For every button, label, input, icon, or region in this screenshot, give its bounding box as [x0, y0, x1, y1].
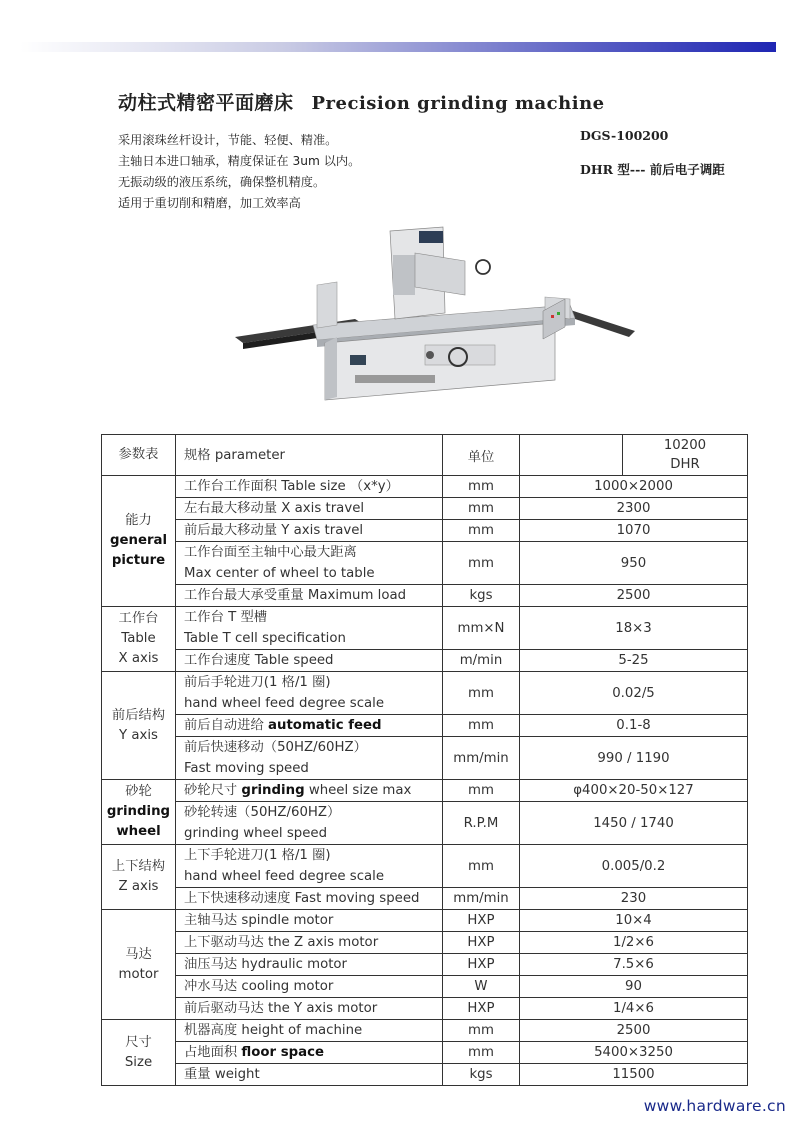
table-row [102, 650, 748, 672]
row-desc-cn: 工作台 T 型槽 [184, 610, 268, 625]
row-value: 11500 [520, 1064, 748, 1086]
row-desc: 油压马达 hydraulic motor [176, 954, 443, 976]
row-desc [176, 672, 443, 715]
group-label: 上下结构 [111, 859, 166, 874]
row-desc-en: Max center of wheel to table [184, 566, 375, 581]
row-value: 0.1-8 [520, 715, 748, 737]
row-unit: mm [443, 498, 520, 520]
table-header-row [102, 435, 748, 476]
group-capacity [102, 476, 176, 607]
feature-item: 采用滚珠丝杆设计，节能、轻便、精准。 [118, 133, 338, 147]
group-label: 前后结构 [111, 707, 166, 723]
row-value: 5400×3250 [520, 1042, 748, 1064]
group-label: Size [124, 1054, 153, 1070]
group-label: 砂轮 [125, 784, 152, 799]
header-spec: 规格 parameter [176, 435, 443, 476]
row-value: 2500 [520, 585, 748, 607]
model-variant: DHR 型--- 前后电子调距 [580, 162, 725, 177]
row-unit: mm [443, 715, 520, 737]
group-label: 马达 [125, 946, 152, 962]
table-row [102, 910, 748, 932]
row-desc-en: Table T cell specification [184, 631, 346, 646]
group-label: 工作台 [118, 611, 159, 626]
table-row [102, 976, 748, 998]
row-desc: 重量 weight [176, 1064, 443, 1086]
row-value: 0.005/0.2 [520, 845, 748, 888]
header-unit: 单位 [443, 435, 520, 476]
row-desc: 工作台最大承受重量 Maximum load [176, 585, 443, 607]
group-label: 尺寸 [125, 1034, 152, 1050]
row-desc-en: grinding wheel speed [184, 826, 328, 841]
page-title [118, 88, 605, 115]
row-desc-bold: grinding [241, 783, 305, 798]
header-gradient-bar [20, 42, 776, 52]
row-desc [176, 1042, 443, 1064]
title-english: Precision grinding machine [311, 93, 605, 114]
row-unit: mm [443, 476, 520, 498]
group-label: 能力 [125, 513, 152, 528]
header-model-line1: 10200 [663, 438, 707, 453]
row-unit: mm×N [443, 607, 520, 650]
row-unit: HXP [443, 954, 520, 976]
row-desc [176, 802, 443, 845]
model-number: DGS-100200 [580, 128, 669, 143]
group-label: picture [111, 553, 166, 568]
row-value: 950 [520, 542, 748, 585]
row-unit: HXP [443, 910, 520, 932]
row-desc: 工作台速度 Table speed [176, 650, 443, 672]
spec-table [101, 434, 748, 1086]
row-unit: HXP [443, 998, 520, 1020]
row-desc-cn: 上下手轮进刀(1 格/1 圈) [184, 848, 331, 863]
row-desc-cn: 砂轮转速（50HZ/60HZ） [184, 805, 341, 820]
row-value: 18×3 [520, 607, 748, 650]
row-unit: m/min [443, 650, 520, 672]
row-desc [176, 845, 443, 888]
group-label: motor [118, 966, 159, 982]
row-desc: 主轴马达 spindle motor [176, 910, 443, 932]
row-desc-cn: 砂轮尺寸 [184, 783, 242, 798]
row-value: 1000×2000 [520, 476, 748, 498]
feature-list [118, 130, 360, 214]
group-label: grinding [106, 804, 171, 819]
table-row [102, 954, 748, 976]
row-desc-en: hand wheel feed degree scale [184, 696, 385, 711]
row-desc-en: hand wheel feed degree scale [184, 869, 385, 884]
row-desc [176, 542, 443, 585]
row-unit: mm [443, 1042, 520, 1064]
row-desc-en: wheel size max [304, 783, 412, 798]
row-desc [176, 737, 443, 780]
row-value: 2500 [520, 1020, 748, 1042]
row-unit: mm [443, 780, 520, 802]
table-row [102, 1064, 748, 1086]
row-desc [176, 607, 443, 650]
row-desc: 前后最大移动量 Y axis travel [176, 520, 443, 542]
row-desc: 机器高度 height of machine [176, 1020, 443, 1042]
row-desc-en: Fast moving speed [184, 761, 309, 776]
group-label: Table [121, 631, 156, 646]
feature-item: 主轴日本进口轴承，精度保证在 3um 以内。 [118, 154, 361, 168]
group-label: Y axis [119, 727, 158, 743]
group-size [102, 1020, 176, 1086]
header-empty-cell [520, 435, 623, 476]
row-desc: 左右最大移动量 X axis travel [176, 498, 443, 520]
row-desc-cn: 占地面积 [184, 1045, 242, 1060]
row-desc: 上下驱动马达 the Z axis motor [176, 932, 443, 954]
table-row [102, 1042, 748, 1064]
table-row [102, 520, 748, 542]
row-unit: R.P.M [443, 802, 520, 845]
row-desc-cn: 前后手轮进刀(1 格/1 圈) [184, 675, 331, 690]
row-desc-bold: floor space [241, 1045, 325, 1060]
row-value: 1450 / 1740 [520, 802, 748, 845]
group-z-axis [102, 845, 176, 910]
group-label: wheel [116, 824, 161, 839]
group-label: X axis [118, 651, 159, 666]
footer-website: www.hardware.cn [643, 1097, 786, 1115]
machine-photo [225, 215, 645, 410]
header-model-line2: DHR [670, 457, 700, 472]
row-unit: mm [443, 845, 520, 888]
row-value: 5-25 [520, 650, 748, 672]
row-unit: mm [443, 542, 520, 585]
table-row [102, 888, 748, 910]
row-value: 990 / 1190 [520, 737, 748, 780]
row-desc: 前后驱动马达 the Y axis motor [176, 998, 443, 1020]
row-desc-cn: 工作台面至主轴中心最大距离 [184, 545, 357, 560]
row-value: φ400×20-50×127 [520, 780, 748, 802]
row-desc-cn: 前后自动进给 [184, 718, 269, 733]
row-desc: 冲水马达 cooling motor [176, 976, 443, 998]
row-desc [176, 715, 443, 737]
row-unit: mm/min [443, 888, 520, 910]
row-unit: mm [443, 1020, 520, 1042]
table-row [102, 498, 748, 520]
table-row [102, 932, 748, 954]
group-y-axis [102, 672, 176, 780]
row-unit: mm/min [443, 737, 520, 780]
row-unit: mm [443, 520, 520, 542]
row-value: 0.02/5 [520, 672, 748, 715]
feature-item: 适用于重切削和精磨，加工效率高 [118, 196, 301, 210]
feature-item: 无振动级的液压系统，确保整机精度。 [118, 175, 326, 189]
row-desc-cn: 前后快速移动（50HZ/60HZ） [184, 740, 367, 755]
table-row [102, 780, 748, 802]
group-label: Z axis [118, 879, 159, 894]
group-grinding-wheel [102, 780, 176, 845]
row-desc: 工作台工作面积 Table size （x*y） [176, 476, 443, 498]
row-unit: HXP [443, 932, 520, 954]
row-unit: kgs [443, 1064, 520, 1086]
title-chinese: 动柱式精密平面磨床 [118, 92, 294, 114]
row-unit: kgs [443, 585, 520, 607]
row-value: 7.5×6 [520, 954, 748, 976]
header-model [623, 435, 748, 476]
row-value: 1/4×6 [520, 998, 748, 1020]
row-value: 1070 [520, 520, 748, 542]
row-value: 2300 [520, 498, 748, 520]
header-param-table: 参数表 [102, 435, 176, 476]
row-desc: 上下快速移动速度 Fast moving speed [176, 888, 443, 910]
row-desc-bold: automatic feed [268, 718, 382, 733]
group-table-x [102, 607, 176, 672]
row-value: 90 [520, 976, 748, 998]
row-unit: mm [443, 672, 520, 715]
table-row [102, 585, 748, 607]
row-unit: W [443, 976, 520, 998]
group-label: general [109, 533, 168, 548]
row-value: 10×4 [520, 910, 748, 932]
row-value: 230 [520, 888, 748, 910]
row-desc [176, 780, 443, 802]
table-row [102, 998, 748, 1020]
table-row [102, 715, 748, 737]
table-row [102, 1020, 748, 1042]
table-row [102, 476, 748, 498]
group-motor [102, 910, 176, 1020]
row-value: 1/2×6 [520, 932, 748, 954]
